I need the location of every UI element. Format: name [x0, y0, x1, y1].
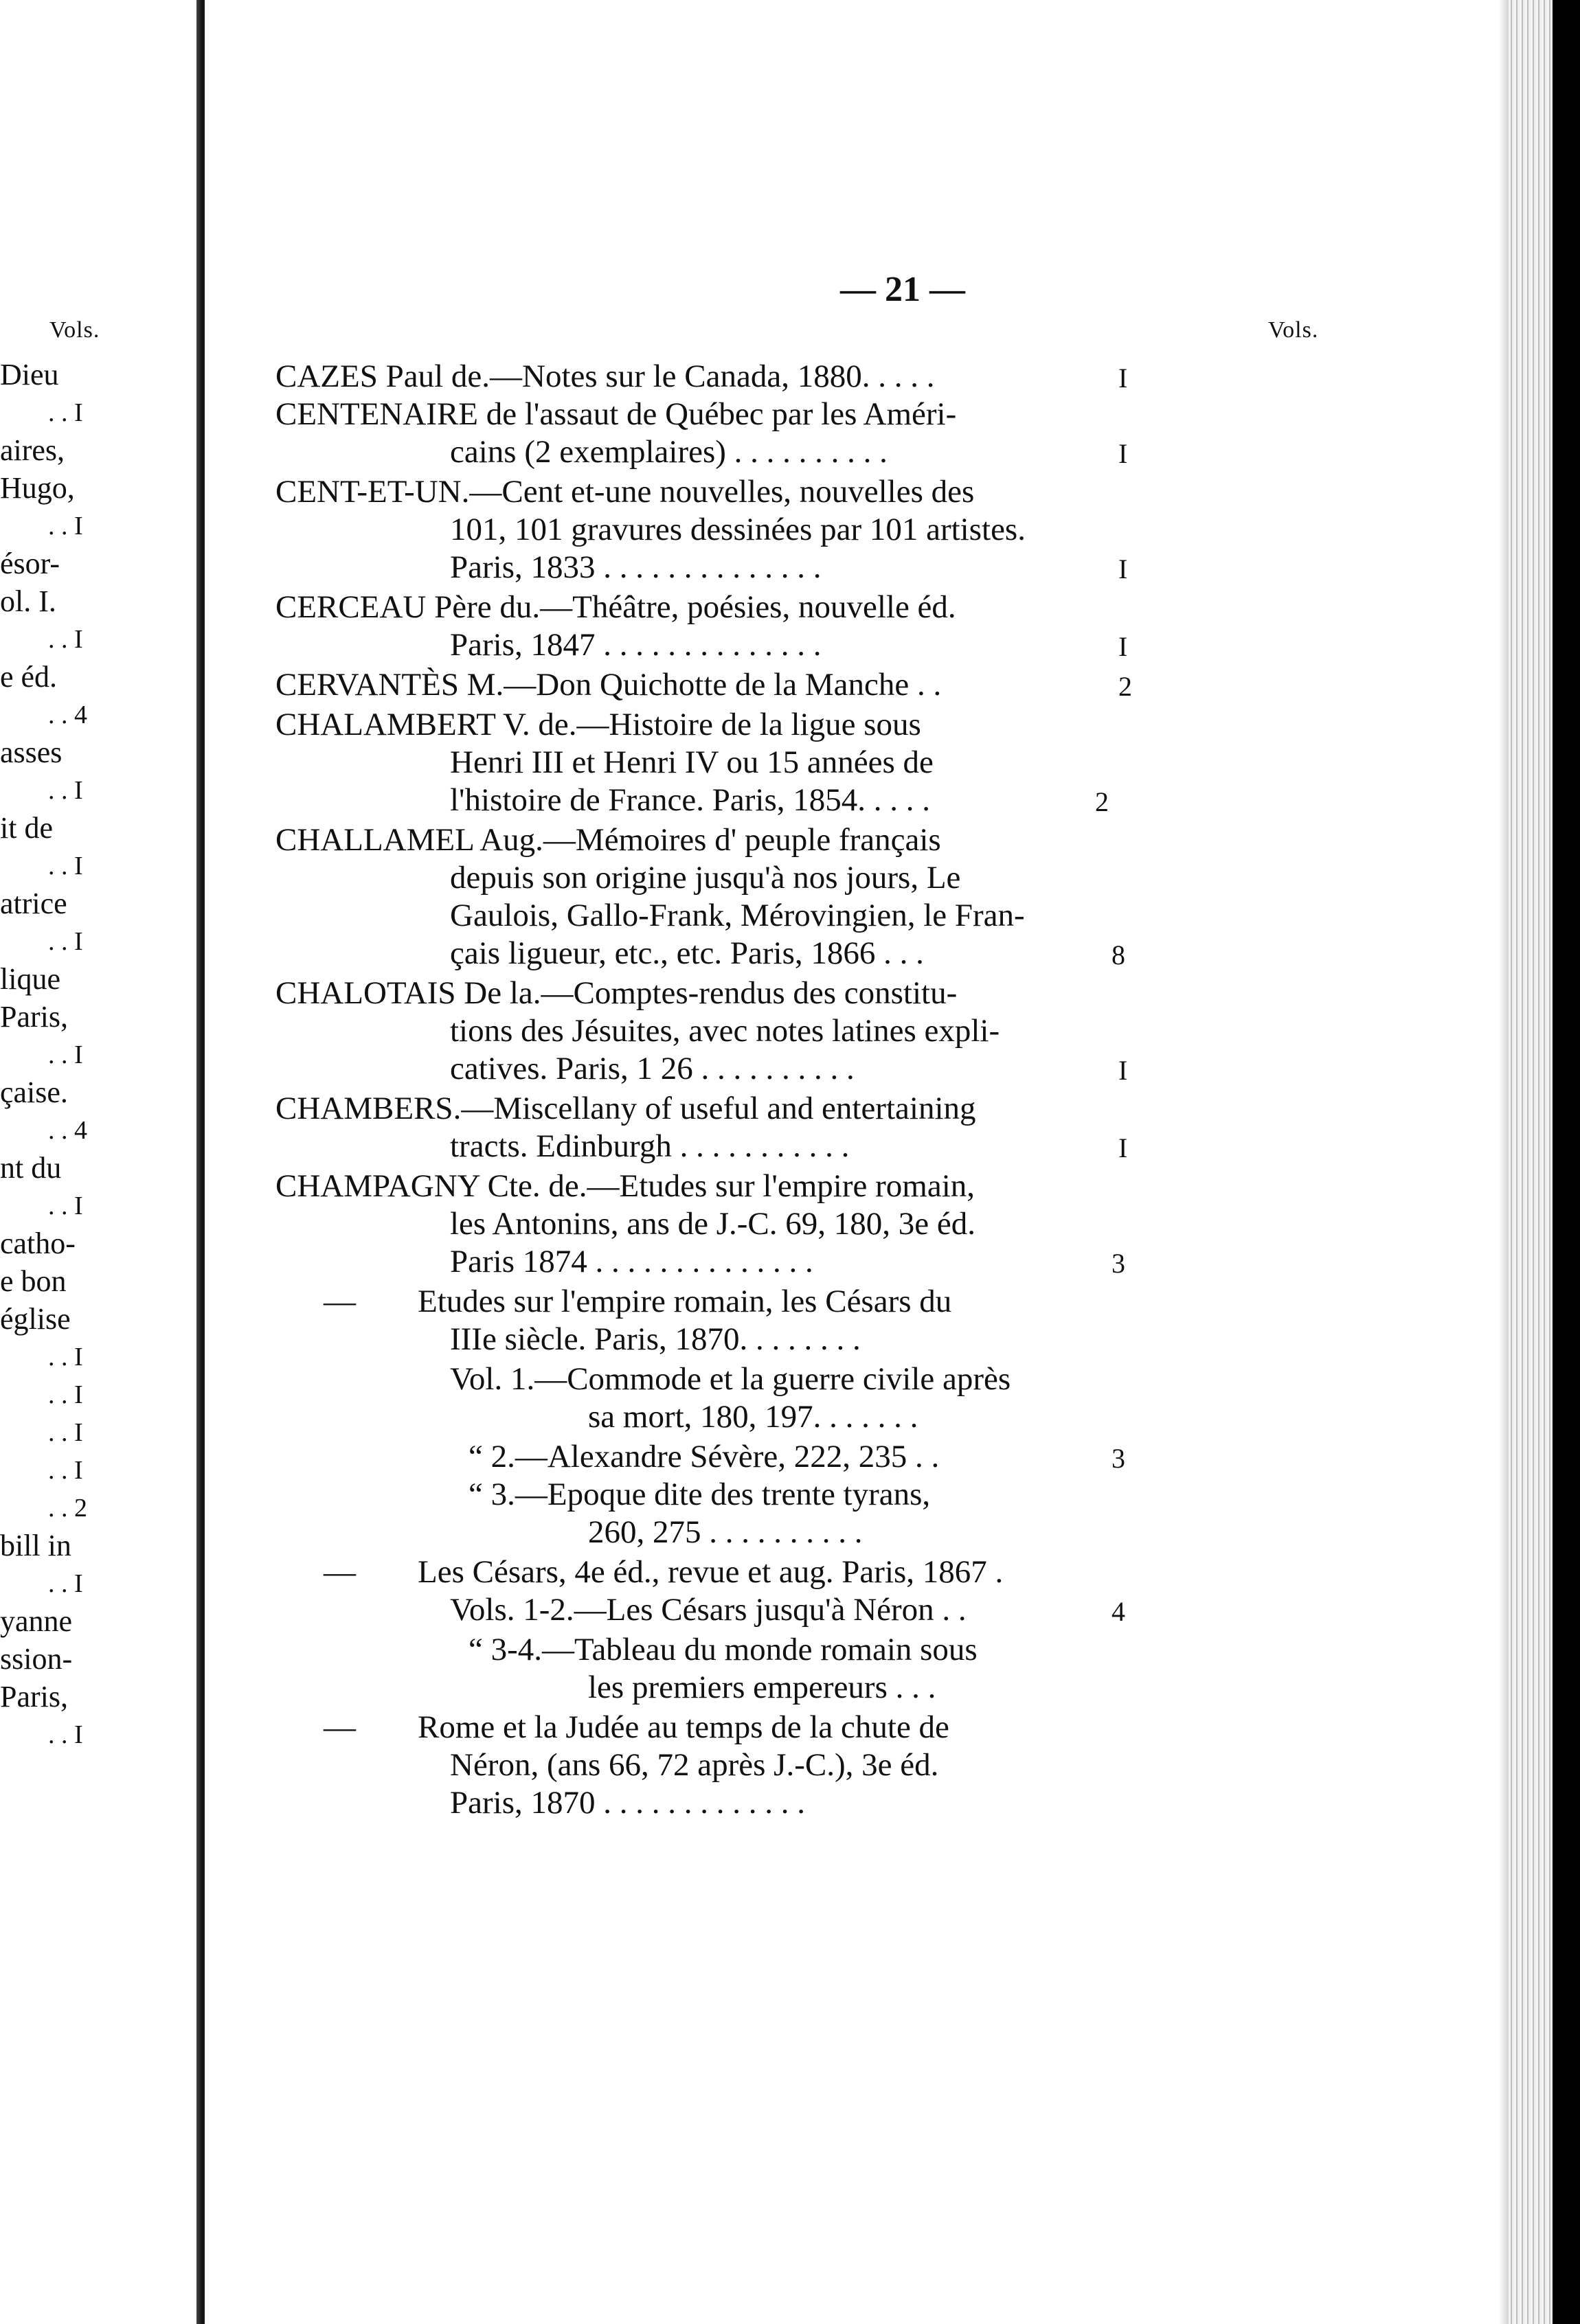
catalogue-entry-line: Rome et la Judée au temps de la chute de: [418, 1709, 949, 1745]
left-fragment-text: atrice: [0, 887, 67, 920]
catalogue-entry-line: catives. Paris, 1 26 . . . . . . . . . .: [450, 1051, 855, 1086]
left-fragment-volume: . . I: [48, 1040, 83, 1069]
page-block-edge: [1509, 0, 1553, 2324]
catalogue-page: [205, 0, 1509, 2324]
ditto-dash: —: [324, 1284, 356, 1319]
left-fragment-text: Hugo,: [0, 471, 75, 505]
left-fragment-text: çaise.: [0, 1075, 68, 1109]
catalogue-entry-line: CHALOTAIS De la.—Comptes-rendus des constitu-: [275, 975, 958, 1011]
catalogue-entry-line: les Antonins, ans de J.-C. 69, 180, 3e éd.: [450, 1206, 975, 1242]
catalogue-entry-line: Henri III et Henri IV ou 15 années de: [450, 744, 934, 780]
left-fragment-volume: . . I: [48, 1418, 83, 1447]
catalogue-entry-line: Paris, 1870 . . . . . . . . . . . . .: [450, 1785, 805, 1821]
left-fragment-volume: . . 4: [48, 1116, 87, 1145]
catalogue-entry-line: Paris 1874 . . . . . . . . . . . . . .: [450, 1244, 813, 1279]
catalogue-entry-line: Etudes sur l'empire romain, les Césars du: [418, 1284, 952, 1319]
left-fragment-text: asses: [0, 736, 63, 769]
catalogue-entry-line: Paris, 1847 . . . . . . . . . . . . . .: [450, 627, 822, 663]
volume-count: 8: [1111, 939, 1125, 970]
catalogue-entry-line: “ 3.—Epoque dite des trente tyrans,: [469, 1477, 931, 1512]
catalogue-entry-line: 101, 101 gravures dessinées par 101 artistes.: [450, 512, 1026, 547]
catalogue-entry-line: Néron, (ans 66, 72 après J.-C.), 3e éd.: [450, 1747, 939, 1783]
left-fragment-text: yanne: [0, 1604, 73, 1638]
volume-count: I: [1118, 363, 1128, 394]
left-fragment-volume: . . I: [48, 512, 83, 540]
catalogue-entry-line: Vols. 1-2.—Les Césars jusqu'à Néron . .: [450, 1592, 967, 1628]
left-fragment-volume: . . I: [48, 852, 83, 880]
vols-column-header: Vols.: [1268, 317, 1319, 343]
left-fragment-text: église: [0, 1302, 71, 1336]
volume-count: I: [1118, 554, 1128, 584]
volume-count: I: [1118, 1055, 1128, 1086]
catalogue-entry-line: Les Césars, 4e éd., revue et aug. Paris, 1867 .: [418, 1554, 1004, 1590]
left-fragment-volume: . . I: [48, 398, 83, 427]
left-fragment-text: bill in: [0, 1529, 71, 1562]
catalogue-entry-line: Vol. 1.—Commode et la guerre civile après: [450, 1361, 1011, 1397]
left-fragment-volume: . . 4: [48, 700, 87, 729]
catalogue-entry-line: CHAMPAGNY Cte. de.—Etudes sur l'empire romain,: [275, 1168, 975, 1204]
left-fragment-text: Paris,: [0, 1000, 68, 1034]
catalogue-entry-line: sa mort, 180, 197. . . . . . .: [588, 1399, 918, 1435]
catalogue-entry-line: CAZES Paul de.—Notes sur le Canada, 1880. . . . .: [275, 358, 935, 394]
volume-count: I: [1118, 631, 1128, 662]
catalogue-entry-line: IIIe siècle. Paris, 1870. . . . . . . .: [450, 1321, 861, 1357]
left-fragment-volume: . . I: [48, 625, 83, 654]
left-page-fragment: [0, 0, 201, 2324]
catalogue-entry-line: Gaulois, Gallo-Frank, Mérovingien, le Fran-: [450, 898, 1025, 933]
page-number: — 21 —: [840, 270, 965, 309]
left-fragment-text: it de: [0, 811, 53, 845]
left-fragment-volume: . . I: [48, 1720, 83, 1749]
left-fragment-text: lique: [0, 962, 60, 996]
catalogue-entry-line: çais ligueur, etc., etc. Paris, 1866 . . .: [450, 935, 924, 971]
catalogue-entry-line: cains (2 exemplaires) . . . . . . . . . .: [450, 434, 888, 470]
catalogue-entry-line: les premiers empereurs . . .: [588, 1670, 936, 1705]
catalogue-entry-line: “ 2.—Alexandre Sévère, 222, 235 . .: [469, 1439, 940, 1474]
catalogue-entry-line: l'histoire de France. Paris, 1854. . . . .: [450, 782, 930, 818]
catalogue-entry-line: CERCEAU Père du.—Théâtre, poésies, nouvelle éd.: [275, 589, 956, 625]
catalogue-entry-line: CHALAMBERT V. de.—Histoire de la ligue sous: [275, 707, 921, 742]
volume-count: 4: [1111, 1596, 1125, 1627]
volume-count: 3: [1111, 1443, 1125, 1474]
catalogue-entry-line: CENT-ET-UN.—Cent et-une nouvelles, nouvelles des: [275, 474, 975, 510]
catalogue-entry-line: tions des Jésuites, avec notes latines expli-: [450, 1013, 1000, 1049]
catalogue-entry-line: CHAMBERS.—Miscellany of useful and entertaining: [275, 1091, 976, 1126]
left-fragment-text: ssion-: [0, 1642, 73, 1676]
left-fragment-text: Dieu: [0, 358, 59, 391]
catalogue-entry-line: “ 3-4.—Tableau du monde romain sous: [469, 1632, 978, 1667]
left-fragment-text: ol. I.: [0, 584, 56, 618]
ditto-dash: —: [324, 1554, 356, 1590]
left-fragment-text: nt du: [0, 1151, 62, 1185]
left-fragment-volume: . . 2: [48, 1494, 87, 1523]
left-vols-header: Vols.: [49, 317, 100, 343]
volume-count: 2: [1095, 786, 1109, 817]
left-fragment-volume: . . I: [48, 1192, 83, 1220]
left-fragment-volume: . . I: [48, 776, 83, 805]
catalogue-entry-line: 260, 275 . . . . . . . . . .: [588, 1514, 863, 1550]
left-fragment-volume: . . I: [48, 1380, 83, 1409]
left-fragment-volume: . . I: [48, 927, 83, 956]
left-fragment-text: Paris,: [0, 1680, 68, 1713]
catalogue-entry-line: depuis son origine jusqu'à nos jours, Le: [450, 860, 961, 896]
left-fragment-text: e bon: [0, 1264, 67, 1298]
left-fragment-text: ésor-: [0, 547, 60, 580]
volume-count: 3: [1111, 1248, 1125, 1279]
left-fragment-volume: . . I: [48, 1343, 83, 1371]
volume-count: 2: [1118, 671, 1132, 702]
volume-count: I: [1118, 1132, 1128, 1163]
left-fragment-text: catho-: [0, 1227, 76, 1260]
catalogue-entry-line: CENTENAIRE de l'assaut de Québec par les Améri-: [275, 396, 957, 432]
left-fragment-volume: . . I: [48, 1456, 83, 1485]
catalogue-entry-line: CERVANTÈS M.—Don Quichotte de la Manche . .: [275, 667, 942, 703]
catalogue-entry-line: Paris, 1833 . . . . . . . . . . . . . .: [450, 549, 822, 585]
ditto-dash: —: [324, 1709, 356, 1745]
left-fragment-text: aires,: [0, 433, 65, 467]
volume-count: I: [1118, 438, 1128, 469]
catalogue-entry-line: tracts. Edinburgh . . . . . . . . . . .: [450, 1128, 850, 1164]
left-fragment-volume: . . I: [48, 1569, 83, 1598]
left-fragment-text: e éd.: [0, 660, 58, 694]
catalogue-entry-line: CHALLAMEL Aug.—Mémoires d' peuple français: [275, 822, 941, 858]
